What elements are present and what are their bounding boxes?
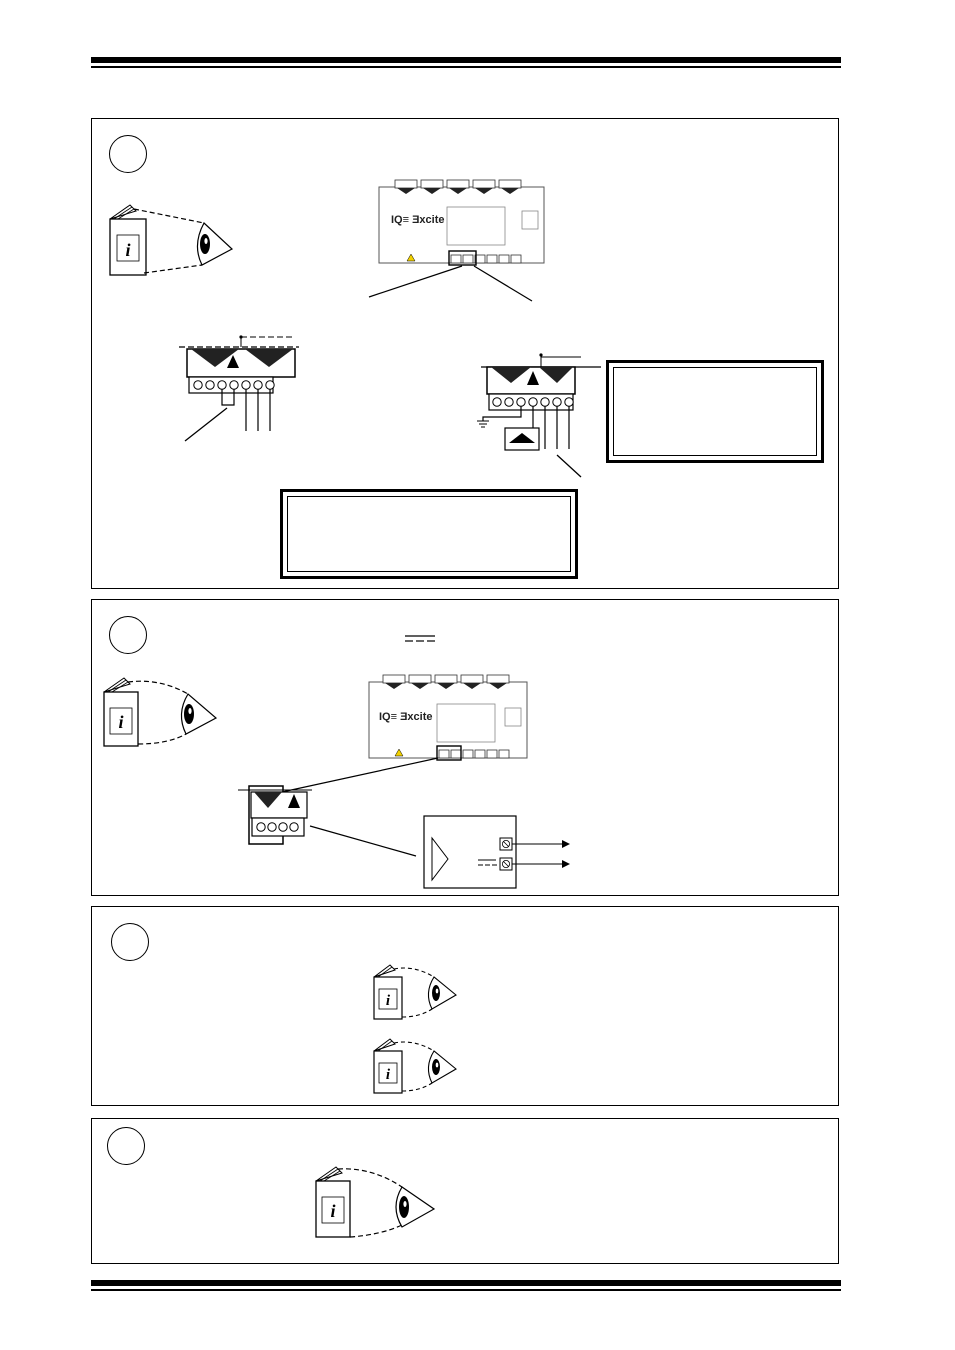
step-circle (111, 923, 149, 961)
step-panel-3 (91, 906, 839, 1106)
arrow-right-icon (512, 860, 570, 868)
svg-text:i: i (330, 1201, 336, 1221)
svg-text:i: i (385, 1067, 391, 1083)
manual-icon (374, 965, 402, 1019)
read-manual-illustration (370, 1035, 465, 1097)
arrow-right-icon (512, 840, 570, 848)
brand-logo: IQ≡ Ǝxcite (379, 711, 433, 723)
svg-text:i: i (125, 240, 131, 260)
manual-icon (374, 1039, 402, 1093)
screw-terminal-icon (500, 858, 512, 870)
step-panel-1 (91, 118, 839, 589)
ground-icon (477, 421, 489, 427)
header-rule-thick (91, 57, 841, 63)
terminal-detail-right (477, 349, 607, 479)
eye-icon (396, 1187, 434, 1227)
step-panel-2 (91, 599, 839, 896)
step-circle (107, 1127, 145, 1165)
step-panel-4 (91, 1118, 839, 1264)
note-box-center (280, 489, 578, 579)
manual-icon (316, 1167, 350, 1237)
svg-text:i: i (385, 993, 391, 1009)
read-manual-illustration (310, 1161, 440, 1243)
header-rule-thin (91, 66, 841, 68)
brand-logo: IQ≡ Ǝxcite (391, 214, 445, 226)
footer-rule-thin (91, 1289, 841, 1291)
footer-rule-thick (91, 1280, 841, 1286)
eye-icon (428, 977, 456, 1009)
eye-icon (428, 1051, 456, 1083)
screw-terminal-icon (500, 838, 512, 850)
power-supply-unit (422, 814, 572, 890)
note-box-right (606, 360, 824, 463)
read-manual-illustration (370, 961, 465, 1023)
svg-text:i: i (118, 712, 124, 732)
terminal-detail-left (175, 331, 305, 451)
